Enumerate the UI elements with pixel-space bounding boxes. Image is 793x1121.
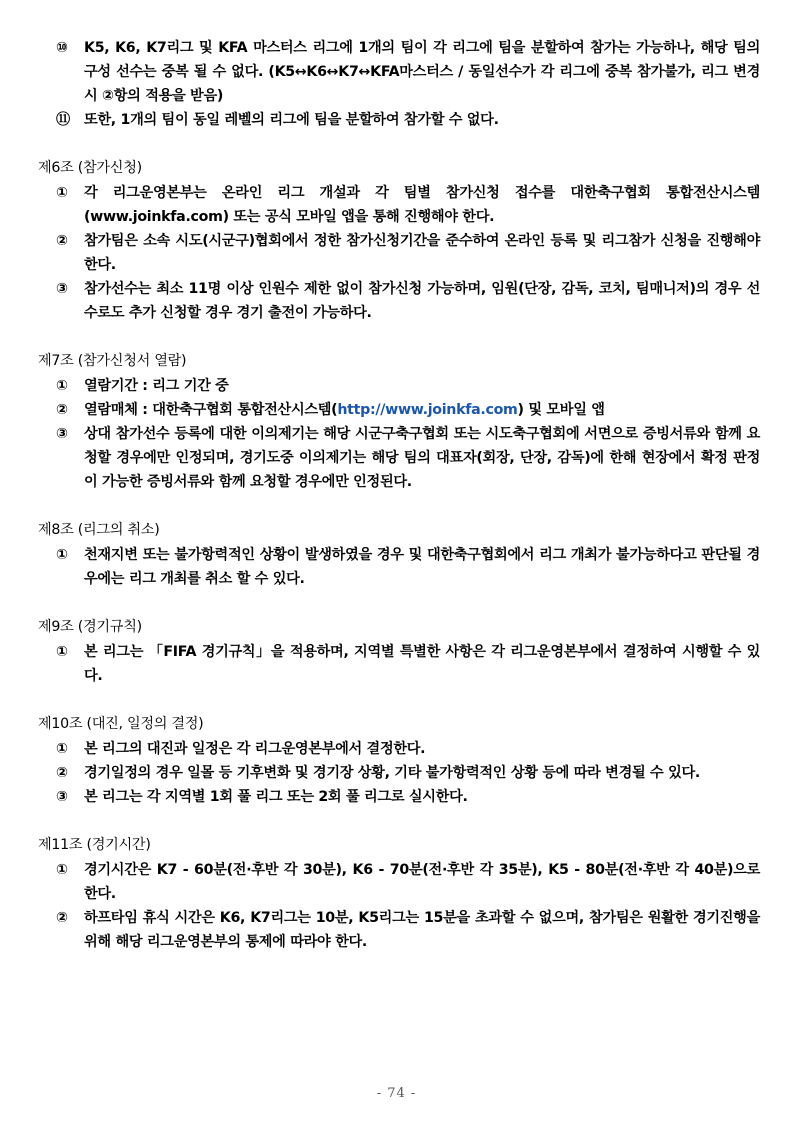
clause-2 bbox=[38, 229, 760, 277]
clause-1 bbox=[38, 543, 760, 591]
clause-text: 참가선수는 최소 11명 이상 인원수 제한 없이 참가신청 가능하며, 임원(단장, 감독, 코치, 팀매니저)의 경우 선수로도 추가 신청할 경우 경기 출전이 가능하다. bbox=[84, 281, 760, 321]
article-10 bbox=[38, 712, 760, 809]
clause-text: 각 리그운영본부는 온라인 리그 개설과 각 팀별 참가신청 접수를 대한축구협회 통합전산시스템 (www.joinkfa.com) 또는 공식 모바일 앱을 통해 진행해야 한다. bbox=[84, 185, 760, 225]
clause-text: 경기일정의 경우 일몰 등 기후변화 및 경기장 상황, 기타 불가항력적인 상황 등에 따라 변경될 수 있다. bbox=[84, 765, 700, 781]
page-number: - 74 - bbox=[376, 1086, 417, 1101]
clause-number: ③ bbox=[56, 281, 68, 297]
joinkfa-link[interactable]: http://www.joinkfa.com bbox=[337, 402, 518, 418]
clause-number: ③ bbox=[56, 789, 68, 805]
clause-10 bbox=[38, 36, 760, 108]
clause-3 bbox=[38, 785, 760, 809]
clause-number: ② bbox=[56, 765, 68, 781]
clause-2 bbox=[38, 761, 760, 785]
article-title: 제10조 (대진, 일정의 결정) bbox=[38, 716, 204, 732]
clause-number: ⑪ bbox=[56, 112, 70, 128]
article-title: 제11조 (경기시간) bbox=[38, 837, 151, 853]
clause-text-before: 열람매체 : 대한축구협회 통합전산시스템( bbox=[84, 402, 338, 418]
clause-text: 열람기간 : 리그 기간 중 bbox=[84, 378, 229, 394]
article-8 bbox=[38, 518, 760, 591]
clause-text: 본 리그는 「FIFA 경기규칙」을 적용하며, 지역별 특별한 사항은 각 리그운영본부에서 결정하여 시행할 수 있다. bbox=[84, 644, 760, 684]
clause-1 bbox=[38, 640, 760, 688]
document-body bbox=[38, 36, 760, 954]
clause-number: ⑩ bbox=[56, 40, 68, 56]
article-title: 제6조 (참가신청) bbox=[38, 160, 142, 176]
clause-text: K5, K6, K7리그 및 KFA 마스터스 리그에 1개의 팀이 각 리그에 팀을 분할하여 참가는 가능하나, 해당 팀의 구성 선수는 중복 될 수 없다. (K5↔K6↔K7↔KFA마스터스 / 동일선수가 각 리그에 중복 참가불가, 리그 변경 시 ②항의 적용을 받음) bbox=[84, 40, 760, 104]
clause-text: 참가팀은 소속 시도(시군구)협회에서 정한 참가신청기간을 준수하여 온라인 등록 및 리그참가 신청을 진행해야 한다. bbox=[84, 233, 760, 273]
clause-3 bbox=[38, 277, 760, 325]
article-title: 제7조 (참가신청서 열람) bbox=[38, 353, 187, 369]
clause-number: ① bbox=[56, 378, 68, 394]
clause-text: 본 리그의 대진과 일정은 각 리그운영본부에서 결정한다. bbox=[84, 741, 426, 757]
clause-number: ② bbox=[56, 233, 68, 249]
clause-1 bbox=[38, 737, 760, 761]
clause-text bbox=[84, 398, 760, 422]
article-continuation bbox=[38, 36, 760, 132]
article-title: 제9조 (경기규칙) bbox=[38, 619, 142, 635]
clause-text: 또한, 1개의 팀이 동일 레벨의 리그에 팀을 분할하여 참가할 수 없다. bbox=[84, 112, 499, 128]
article-6 bbox=[38, 156, 760, 325]
clause-11 bbox=[38, 108, 760, 132]
clause-1 bbox=[38, 374, 760, 398]
clause-text: 경기시간은 K7 - 60분(전·후반 각 30분), K6 - 70분(전·후반 각 35분), K5 - 80분(전·후반 각 40분)으로 한다. bbox=[84, 862, 760, 902]
clause-text: 상대 참가선수 등록에 대한 이의제기는 해당 시군구축구협회 또는 시도축구협회에 서면으로 증빙서류와 함께 요청할 경우에만 인정되며, 경기도중 이의제기는 해당 팀의 대표자(회장, 단장, 감독)에 한해 현장에서 확정 판정이 가능한 증빙서류와 함께 요청할 경우에만 인정된다. bbox=[84, 426, 760, 490]
article-title: 제8조 (리그의 취소) bbox=[38, 522, 160, 538]
clause-text: 본 리그는 각 지역별 1회 풀 리그 또는 2회 풀 리그로 실시한다. bbox=[84, 789, 468, 805]
clause-2 bbox=[38, 906, 760, 954]
clause-number: ② bbox=[56, 402, 68, 418]
clause-2 bbox=[38, 398, 760, 422]
clause-1 bbox=[38, 181, 760, 229]
clause-text: 천재지변 또는 불가항력적인 상황이 발생하였을 경우 및 대한축구협회에서 리그 개최가 불가능하다고 판단될 경우에는 리그 개최를 취소 할 수 있다. bbox=[84, 547, 760, 587]
clause-3 bbox=[38, 422, 760, 494]
clause-number: ① bbox=[56, 547, 68, 563]
clause-text: 하프타임 휴식 시간은 K6, K7리그는 10분, K5리그는 15분을 초과할 수 없으며, 참가팀은 원활한 경기진행을 위해 해당 리그운영본부의 통제에 따라야 한다. bbox=[84, 910, 760, 950]
clause-number: ① bbox=[56, 644, 68, 660]
article-11 bbox=[38, 833, 760, 954]
article-7 bbox=[38, 349, 760, 494]
clause-number: ② bbox=[56, 910, 68, 926]
clause-1 bbox=[38, 858, 760, 906]
clause-number: ① bbox=[56, 185, 68, 201]
clause-number: ① bbox=[56, 862, 68, 878]
clause-text-after: ) 및 모바일 앱 bbox=[517, 402, 605, 418]
clause-number: ③ bbox=[56, 426, 68, 442]
clause-number: ① bbox=[56, 741, 68, 757]
article-9 bbox=[38, 615, 760, 688]
